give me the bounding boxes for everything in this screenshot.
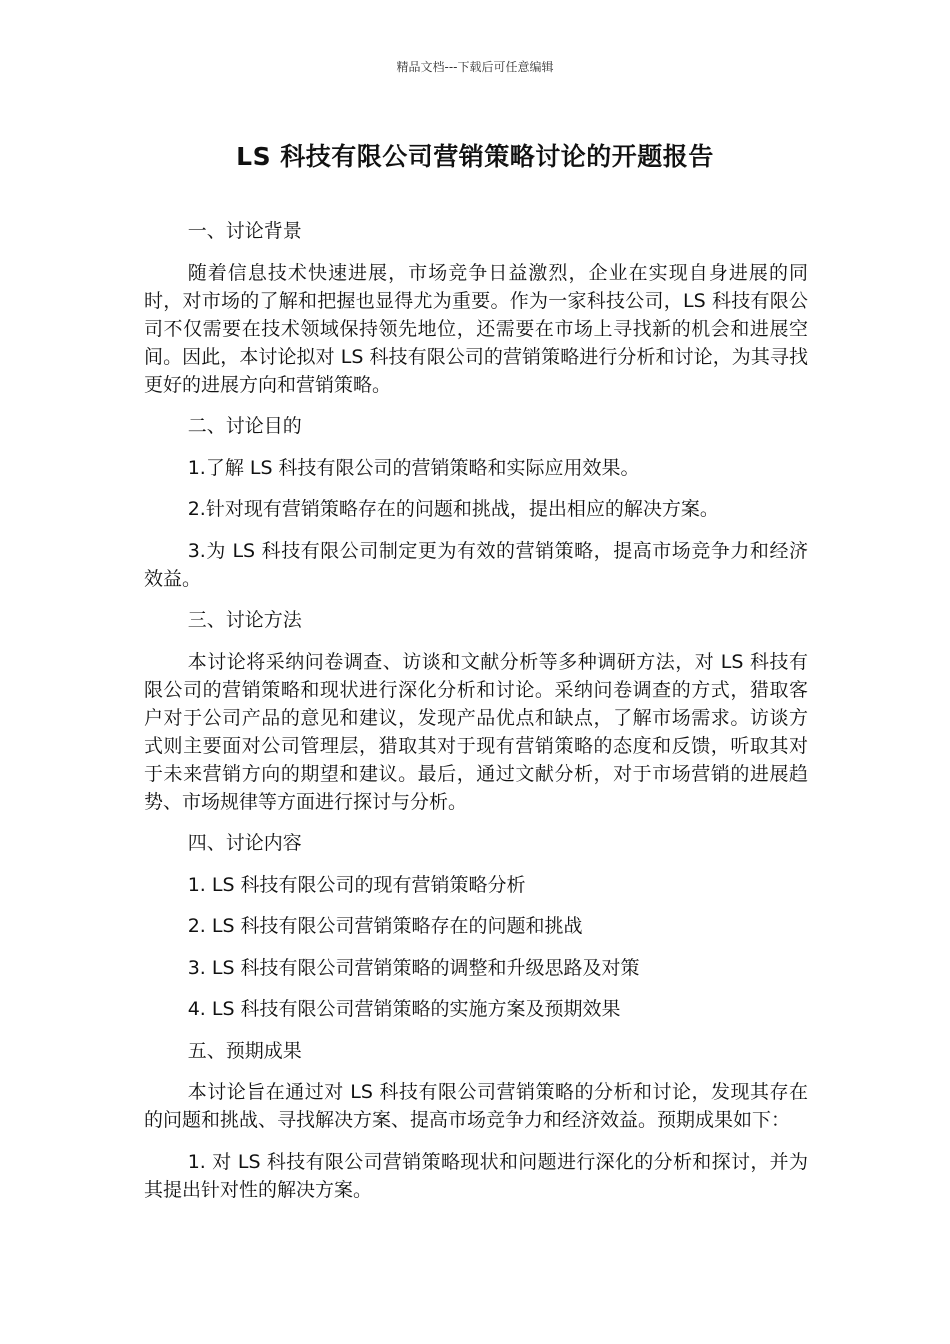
document-title: LS 科技有限公司营销策略讨论的开题报告 (236, 142, 714, 171)
list-item-purpose-3: 3.为 LS 科技有限公司制定更为有效的营销策略，提高市场竞争力和经济效益。 (144, 539, 808, 590)
list-item-outcome-1: 1. 对 LS 科技有限公司营销策略现状和问题进行深化的分析和探讨，并为其提出针对性的解决方案。 (144, 1150, 808, 1201)
section-heading-background: 一、讨论背景 (187, 220, 302, 242)
section-heading-content: 四、讨论内容 (187, 832, 302, 854)
header-note: 精品文档---下载后可任意编辑 (396, 60, 554, 74)
section-heading-purpose: 二、讨论目的 (187, 415, 302, 437)
list-item-purpose-2: 2.针对现有营销策略存在的问题和挑战，提出相应的解决方案。 (187, 498, 719, 520)
list-item-purpose-1: 1.了解 LS 科技有限公司的营销策略和实际应用效果。 (187, 456, 640, 479)
list-item-content-1: 1. LS 科技有限公司的现有营销策略分析 (187, 873, 526, 896)
section-heading-outcomes: 五、预期成果 (187, 1039, 302, 1062)
paragraph-outcomes: 本讨论旨在通过对 LS 科技有限公司营销策略的分析和讨论，发现其存在的问题和挑战、寻找解决方案、提高市场竞争力和经济效益。预期成果如下： (144, 1081, 808, 1131)
paragraph-background: 随着信息技术快速进展，市场竞争日益激烈，企业在实现自身进展的同时，对市场的了解和把握也显得尤为重要。作为一家科技公司，LS 科技有限公司不仅需要在技术领域保持领先地位，还需要在市场上寻找新的机会和进展空间。因此，本讨论拟对 LS 科技有限公司的营销策略进行分析和讨论，为其寻找更好的进展方向和营销策略。 (144, 261, 808, 396)
section-heading-method: 三、讨论方法 (187, 609, 302, 631)
paragraph-method: 本讨论将采纳问卷调查、访谈和文献分析等多种调研方法，对 LS 科技有限公司的营销策略和现状进行深化分析和讨论。采纳问卷调查的方式，猎取客户对于公司产品的意见和建议，发现产品优点和缺点，了解市场需求。访谈方式则主要面对公司管理层，猎取其对于现有营销策略的态度和反馈，听取其对于未来营销方向的期望和建议。最后，通过文献分析，对于市场营销的进展趋势、市场规律等方面进行探讨与分析。 (144, 650, 808, 813)
document-body (144, 217, 808, 1217)
list-item-content-2: 2. LS 科技有限公司营销策略存在的问题和挑战 (187, 915, 583, 937)
list-item-content-4: 4. LS 科技有限公司营销策略的实施方案及预期效果 (187, 998, 621, 1020)
list-item-content-3: 3. LS 科技有限公司营销策略的调整和升级思路及对策 (187, 956, 640, 979)
